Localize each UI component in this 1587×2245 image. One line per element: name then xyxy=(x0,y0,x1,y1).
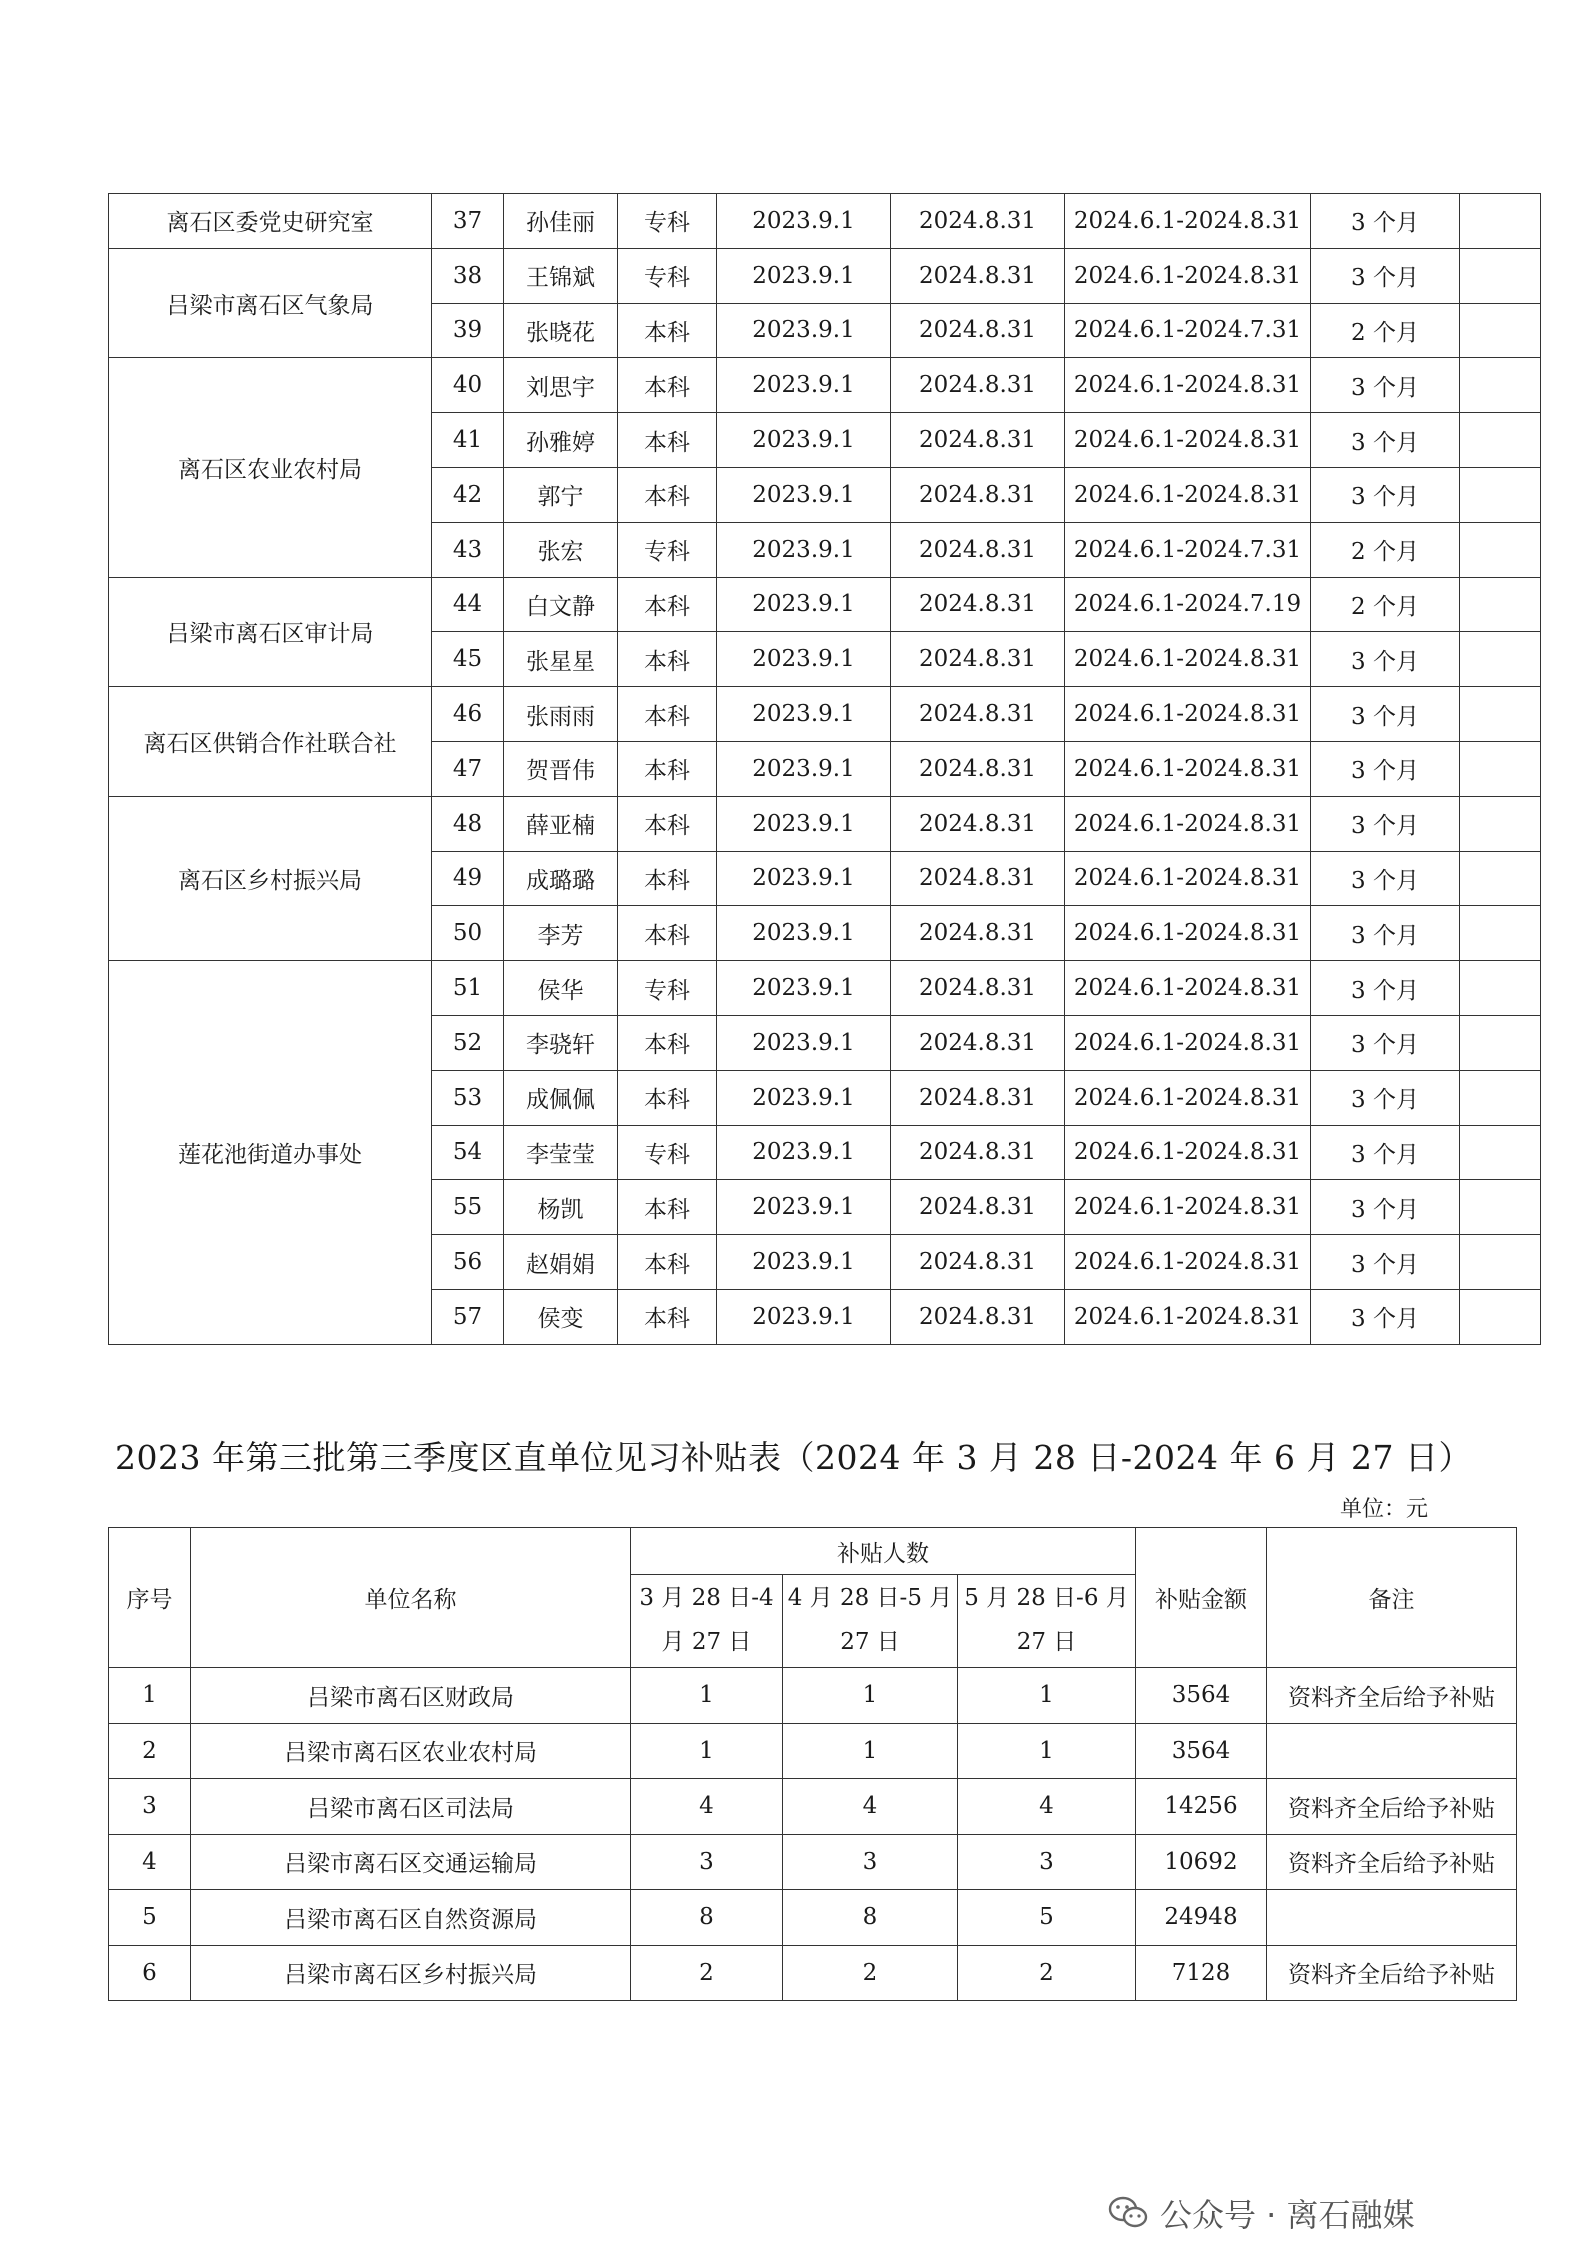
header-unit-name: 单位名称 xyxy=(191,1528,631,1668)
months: 3 个月 xyxy=(1311,1070,1460,1125)
unit-name: 吕梁市离石区交通运输局 xyxy=(191,1834,631,1890)
people-period-3: 5 xyxy=(958,1890,1136,1946)
education: 本科 xyxy=(618,1180,717,1235)
months: 3 个月 xyxy=(1311,248,1460,303)
footer-label: 公众号 · 离石融媒 xyxy=(1160,2196,1415,2234)
education: 本科 xyxy=(618,577,717,632)
trainee-name: 侯变 xyxy=(504,1289,618,1344)
education: 专科 xyxy=(618,522,717,577)
start-date: 2023.9.1 xyxy=(717,577,891,632)
end-date: 2024.8.31 xyxy=(891,632,1065,687)
months: 3 个月 xyxy=(1311,687,1460,742)
education: 本科 xyxy=(618,358,717,413)
table-row xyxy=(109,1779,1517,1835)
people-period-2: 3 xyxy=(783,1834,958,1890)
row-index: 46 xyxy=(432,687,504,742)
end-date: 2024.8.31 xyxy=(891,1289,1065,1344)
remark xyxy=(1460,1180,1541,1235)
trainee-name: 李芳 xyxy=(504,906,618,961)
remark xyxy=(1267,1890,1517,1946)
row-index: 1 xyxy=(109,1668,191,1724)
unit-name: 吕梁市离石区农业农村局 xyxy=(191,1723,631,1779)
education: 本科 xyxy=(618,851,717,906)
remark xyxy=(1267,1723,1517,1779)
unit-note: 单位：元 xyxy=(1340,1497,1429,1522)
people-period-3: 1 xyxy=(958,1723,1136,1779)
header-period-3: 5 月 28 日-6 月 27 日 xyxy=(958,1575,1136,1668)
trainee-name: 孙雅婷 xyxy=(504,413,618,468)
subsidy-table-body xyxy=(109,1668,1517,2001)
months: 3 个月 xyxy=(1311,358,1460,413)
row-index: 4 xyxy=(109,1834,191,1890)
end-date: 2024.8.31 xyxy=(891,248,1065,303)
table-row xyxy=(109,248,1541,303)
people-period-1: 2 xyxy=(631,1945,783,2001)
trainee-name: 白文静 xyxy=(504,577,618,632)
remark: 资料齐全后给予补贴 xyxy=(1267,1779,1517,1835)
trainee-name: 侯华 xyxy=(504,961,618,1016)
unit-name-cell: 吕梁市离石区气象局 xyxy=(109,248,432,358)
months: 3 个月 xyxy=(1311,413,1460,468)
people-period-1: 4 xyxy=(631,1779,783,1835)
trainee-name: 成佩佩 xyxy=(504,1070,618,1125)
remark xyxy=(1460,906,1541,961)
education: 本科 xyxy=(618,741,717,796)
people-period-3: 2 xyxy=(958,1945,1136,2001)
table-row xyxy=(109,1723,1517,1779)
row-index: 57 xyxy=(432,1289,504,1344)
remark: 资料齐全后给予补贴 xyxy=(1267,1668,1517,1724)
end-date: 2024.8.31 xyxy=(891,851,1065,906)
education: 专科 xyxy=(618,1125,717,1180)
end-date: 2024.8.31 xyxy=(891,741,1065,796)
people-period-3: 4 xyxy=(958,1779,1136,1835)
education: 专科 xyxy=(618,194,717,249)
education: 专科 xyxy=(618,961,717,1016)
end-date: 2024.8.31 xyxy=(891,467,1065,522)
months: 2 个月 xyxy=(1311,577,1460,632)
start-date: 2023.9.1 xyxy=(717,1125,891,1180)
row-index: 41 xyxy=(432,413,504,468)
months: 3 个月 xyxy=(1311,851,1460,906)
row-index: 38 xyxy=(432,248,504,303)
trainee-name: 孙佳丽 xyxy=(504,194,618,249)
unit-name: 吕梁市离石区自然资源局 xyxy=(191,1890,631,1946)
start-date: 2023.9.1 xyxy=(717,358,891,413)
start-date: 2023.9.1 xyxy=(717,851,891,906)
row-index: 37 xyxy=(432,194,504,249)
subsidy-period: 2024.6.1-2024.7.31 xyxy=(1065,303,1311,358)
months: 3 个月 xyxy=(1311,906,1460,961)
row-index: 40 xyxy=(432,358,504,413)
people-period-1: 1 xyxy=(631,1668,783,1724)
header-period-2: 4 月 28 日-5 月 27 日 xyxy=(783,1575,958,1668)
row-index: 50 xyxy=(432,906,504,961)
end-date: 2024.8.31 xyxy=(891,796,1065,851)
people-period-1: 3 xyxy=(631,1834,783,1890)
education: 本科 xyxy=(618,906,717,961)
header-remark: 备注 xyxy=(1267,1528,1517,1668)
people-period-2: 4 xyxy=(783,1779,958,1835)
remark xyxy=(1460,632,1541,687)
start-date: 2023.9.1 xyxy=(717,248,891,303)
subsidy-period: 2024.6.1-2024.8.31 xyxy=(1065,632,1311,687)
remark xyxy=(1460,467,1541,522)
subsidy-table-title: 2023 年第三批第三季度区直单位见习补贴表（2024 年 3 月 28 日-2024 年 6 月 27 日） xyxy=(115,1438,1472,1477)
subsidy-period: 2024.6.1-2024.7.19 xyxy=(1065,577,1311,632)
row-index: 2 xyxy=(109,1723,191,1779)
education: 本科 xyxy=(618,467,717,522)
subsidy-period: 2024.6.1-2024.8.31 xyxy=(1065,741,1311,796)
subsidy-period: 2024.6.1-2024.8.31 xyxy=(1065,194,1311,249)
subsidy-amount: 10692 xyxy=(1136,1834,1267,1890)
trainee-table xyxy=(108,193,1541,1345)
unit-name-cell: 离石区乡村振兴局 xyxy=(109,796,432,960)
subsidy-period: 2024.6.1-2024.8.31 xyxy=(1065,1235,1311,1290)
people-period-1: 8 xyxy=(631,1890,783,1946)
end-date: 2024.8.31 xyxy=(891,1180,1065,1235)
remark xyxy=(1460,248,1541,303)
end-date: 2024.8.31 xyxy=(891,1015,1065,1070)
months: 2 个月 xyxy=(1311,303,1460,358)
subsidy-amount: 3564 xyxy=(1136,1723,1267,1779)
unit-name-cell: 离石区农业农村局 xyxy=(109,358,432,577)
subsidy-period: 2024.6.1-2024.8.31 xyxy=(1065,358,1311,413)
education: 本科 xyxy=(618,632,717,687)
table-row xyxy=(109,1890,1517,1946)
unit-name-cell: 莲花池街道办事处 xyxy=(109,961,432,1345)
trainee-name: 赵娟娟 xyxy=(504,1235,618,1290)
end-date: 2024.8.31 xyxy=(891,906,1065,961)
table-row xyxy=(109,1668,1517,1724)
row-index: 48 xyxy=(432,796,504,851)
subsidy-period: 2024.6.1-2024.8.31 xyxy=(1065,248,1311,303)
row-index: 49 xyxy=(432,851,504,906)
trainee-name: 贺晋伟 xyxy=(504,741,618,796)
end-date: 2024.8.31 xyxy=(891,358,1065,413)
remark xyxy=(1460,577,1541,632)
subsidy-period: 2024.6.1-2024.8.31 xyxy=(1065,851,1311,906)
subsidy-period: 2024.6.1-2024.8.31 xyxy=(1065,961,1311,1016)
subsidy-period: 2024.6.1-2024.8.31 xyxy=(1065,1289,1311,1344)
row-index: 53 xyxy=(432,1070,504,1125)
row-index: 47 xyxy=(432,741,504,796)
remark xyxy=(1460,303,1541,358)
table-row xyxy=(109,358,1541,413)
trainee-name: 成璐璐 xyxy=(504,851,618,906)
wechat-footer xyxy=(1108,2190,1415,2236)
row-index: 5 xyxy=(109,1890,191,1946)
subsidy-period: 2024.6.1-2024.8.31 xyxy=(1065,796,1311,851)
remark xyxy=(1460,413,1541,468)
start-date: 2023.9.1 xyxy=(717,467,891,522)
people-period-3: 1 xyxy=(958,1668,1136,1724)
table-row xyxy=(109,796,1541,851)
end-date: 2024.8.31 xyxy=(891,303,1065,358)
end-date: 2024.8.31 xyxy=(891,1070,1065,1125)
end-date: 2024.8.31 xyxy=(891,522,1065,577)
trainee-name: 李莹莹 xyxy=(504,1125,618,1180)
months: 3 个月 xyxy=(1311,1289,1460,1344)
months: 3 个月 xyxy=(1311,1235,1460,1290)
start-date: 2023.9.1 xyxy=(717,522,891,577)
months: 3 个月 xyxy=(1311,961,1460,1016)
trainee-name: 李骁轩 xyxy=(504,1015,618,1070)
months: 3 个月 xyxy=(1311,1180,1460,1235)
months: 3 个月 xyxy=(1311,467,1460,522)
subsidy-amount: 24948 xyxy=(1136,1890,1267,1946)
people-period-3: 3 xyxy=(958,1834,1136,1890)
subsidy-period: 2024.6.1-2024.8.31 xyxy=(1065,1180,1311,1235)
start-date: 2023.9.1 xyxy=(717,796,891,851)
end-date: 2024.8.31 xyxy=(891,413,1065,468)
row-index: 44 xyxy=(432,577,504,632)
trainee-name: 张宏 xyxy=(504,522,618,577)
trainee-name: 杨凯 xyxy=(504,1180,618,1235)
remark xyxy=(1460,1125,1541,1180)
remark xyxy=(1460,796,1541,851)
end-date: 2024.8.31 xyxy=(891,1125,1065,1180)
start-date: 2023.9.1 xyxy=(717,413,891,468)
header-period-1: 3 月 28 日-4 月 27 日 xyxy=(631,1575,783,1668)
remark xyxy=(1460,1015,1541,1070)
remark xyxy=(1460,522,1541,577)
subsidy-period: 2024.6.1-2024.8.31 xyxy=(1065,467,1311,522)
subsidy-period: 2024.6.1-2024.8.31 xyxy=(1065,1125,1311,1180)
months: 3 个月 xyxy=(1311,796,1460,851)
table-row xyxy=(109,961,1541,1016)
people-period-1: 1 xyxy=(631,1723,783,1779)
start-date: 2023.9.1 xyxy=(717,906,891,961)
months: 3 个月 xyxy=(1311,1125,1460,1180)
remark xyxy=(1460,741,1541,796)
trainee-name: 郭宁 xyxy=(504,467,618,522)
months: 2 个月 xyxy=(1311,522,1460,577)
remark xyxy=(1460,1235,1541,1290)
end-date: 2024.8.31 xyxy=(891,687,1065,742)
row-index: 52 xyxy=(432,1015,504,1070)
wechat-icon xyxy=(1108,2196,1148,2230)
row-index: 51 xyxy=(432,961,504,1016)
remark xyxy=(1460,851,1541,906)
remark: 资料齐全后给予补贴 xyxy=(1267,1945,1517,2001)
row-index: 56 xyxy=(432,1235,504,1290)
subsidy-period: 2024.6.1-2024.8.31 xyxy=(1065,1070,1311,1125)
education: 本科 xyxy=(618,1235,717,1290)
subsidy-period: 2024.6.1-2024.8.31 xyxy=(1065,687,1311,742)
trainee-name: 张晓花 xyxy=(504,303,618,358)
trainee-name: 张雨雨 xyxy=(504,687,618,742)
start-date: 2023.9.1 xyxy=(717,1235,891,1290)
start-date: 2023.9.1 xyxy=(717,687,891,742)
people-period-2: 2 xyxy=(783,1945,958,2001)
people-period-2: 8 xyxy=(783,1890,958,1946)
education: 本科 xyxy=(618,1289,717,1344)
start-date: 2023.9.1 xyxy=(717,1070,891,1125)
trainee-table-body xyxy=(109,194,1541,1345)
start-date: 2023.9.1 xyxy=(717,1015,891,1070)
subsidy-table xyxy=(108,1527,1517,2001)
remark xyxy=(1460,194,1541,249)
end-date: 2024.8.31 xyxy=(891,961,1065,1016)
row-index: 39 xyxy=(432,303,504,358)
unit-name: 吕梁市离石区司法局 xyxy=(191,1779,631,1835)
row-index: 3 xyxy=(109,1779,191,1835)
subsidy-amount: 14256 xyxy=(1136,1779,1267,1835)
row-index: 45 xyxy=(432,632,504,687)
table-row xyxy=(109,687,1541,742)
subsidy-period: 2024.6.1-2024.8.31 xyxy=(1065,1015,1311,1070)
education: 本科 xyxy=(618,796,717,851)
unit-name-cell: 吕梁市离石区审计局 xyxy=(109,577,432,687)
header-people-group: 补贴人数 xyxy=(631,1528,1136,1575)
start-date: 2023.9.1 xyxy=(717,1289,891,1344)
trainee-name: 王锦斌 xyxy=(504,248,618,303)
remark xyxy=(1460,961,1541,1016)
months: 3 个月 xyxy=(1311,194,1460,249)
end-date: 2024.8.31 xyxy=(891,577,1065,632)
row-index: 42 xyxy=(432,467,504,522)
remark xyxy=(1460,358,1541,413)
remark: 资料齐全后给予补贴 xyxy=(1267,1834,1517,1890)
subsidy-period: 2024.6.1-2024.8.31 xyxy=(1065,413,1311,468)
row-index: 43 xyxy=(432,522,504,577)
header-amount: 补贴金额 xyxy=(1136,1528,1267,1668)
education: 本科 xyxy=(618,687,717,742)
row-index: 54 xyxy=(432,1125,504,1180)
remark xyxy=(1460,1070,1541,1125)
education: 本科 xyxy=(618,413,717,468)
subsidy-period: 2024.6.1-2024.8.31 xyxy=(1065,906,1311,961)
subsidy-period: 2024.6.1-2024.7.31 xyxy=(1065,522,1311,577)
unit-name: 吕梁市离石区财政局 xyxy=(191,1668,631,1724)
start-date: 2023.9.1 xyxy=(717,741,891,796)
start-date: 2023.9.1 xyxy=(717,1180,891,1235)
table-row xyxy=(109,577,1541,632)
months: 3 个月 xyxy=(1311,741,1460,796)
table-row xyxy=(109,1834,1517,1890)
subsidy-amount: 7128 xyxy=(1136,1945,1267,2001)
people-period-2: 1 xyxy=(783,1723,958,1779)
remark xyxy=(1460,687,1541,742)
months: 3 个月 xyxy=(1311,1015,1460,1070)
table-row xyxy=(109,1945,1517,2001)
start-date: 2023.9.1 xyxy=(717,194,891,249)
unit-name: 吕梁市离石区乡村振兴局 xyxy=(191,1945,631,2001)
trainee-name: 刘思宇 xyxy=(504,358,618,413)
start-date: 2023.9.1 xyxy=(717,632,891,687)
start-date: 2023.9.1 xyxy=(717,303,891,358)
row-index: 6 xyxy=(109,1945,191,2001)
people-period-2: 1 xyxy=(783,1668,958,1724)
subsidy-amount: 3564 xyxy=(1136,1668,1267,1724)
end-date: 2024.8.31 xyxy=(891,194,1065,249)
start-date: 2023.9.1 xyxy=(717,961,891,1016)
trainee-name: 张星星 xyxy=(504,632,618,687)
education: 本科 xyxy=(618,1070,717,1125)
months: 3 个月 xyxy=(1311,632,1460,687)
education: 本科 xyxy=(618,1015,717,1070)
unit-name-cell: 离石区委党史研究室 xyxy=(109,194,432,249)
unit-name-cell: 离石区供销合作社联合社 xyxy=(109,687,432,797)
remark xyxy=(1460,1289,1541,1344)
row-index: 55 xyxy=(432,1180,504,1235)
table-row xyxy=(109,194,1541,249)
header-index: 序号 xyxy=(109,1528,191,1668)
education: 专科 xyxy=(618,248,717,303)
end-date: 2024.8.31 xyxy=(891,1235,1065,1290)
trainee-name: 薛亚楠 xyxy=(504,796,618,851)
education: 本科 xyxy=(618,303,717,358)
